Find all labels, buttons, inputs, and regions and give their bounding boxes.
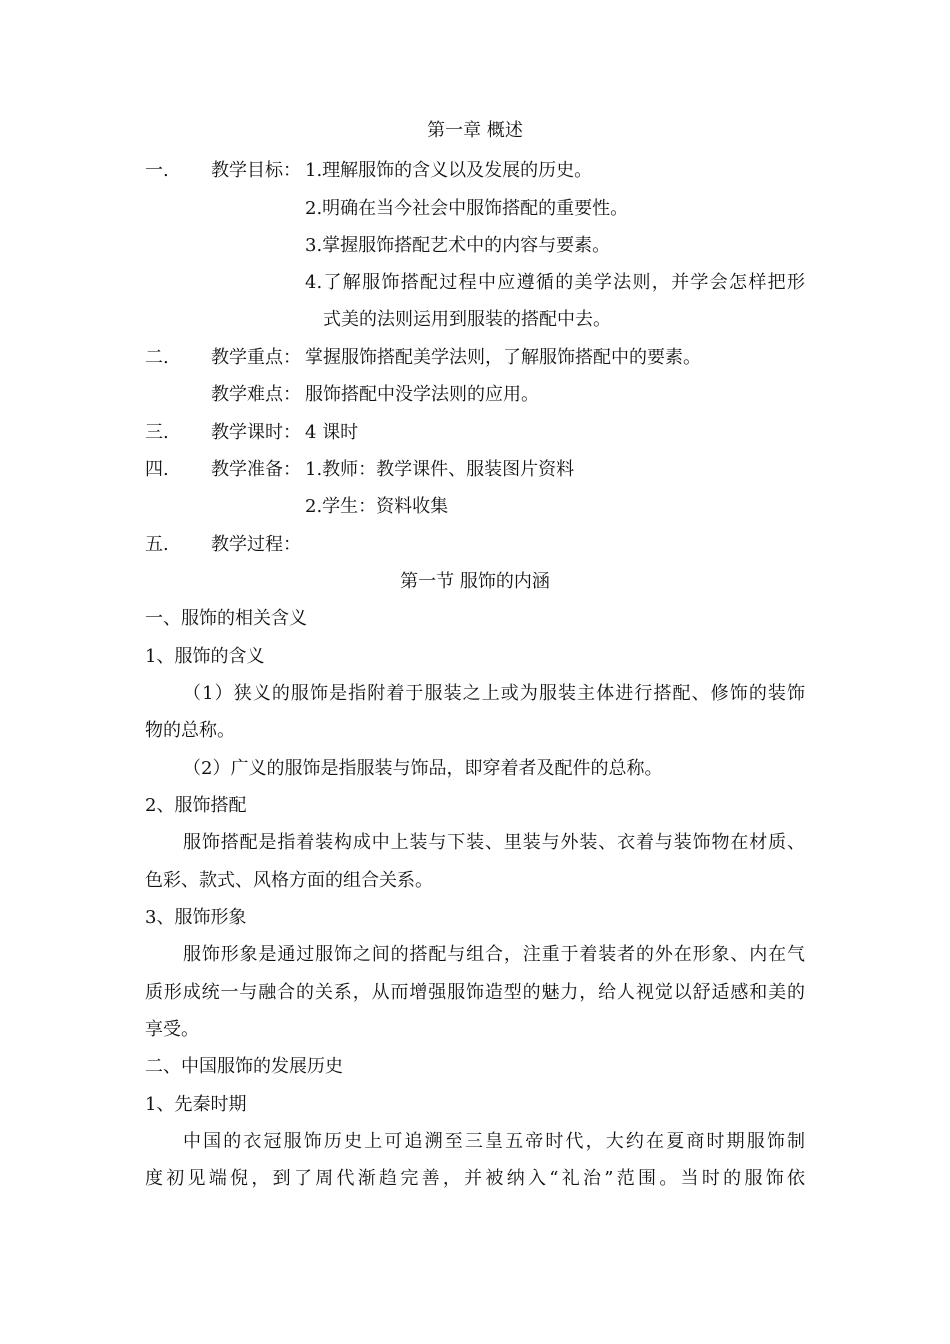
goal-2: 2.明确在当今社会中服饰搭配的重要性。 (305, 198, 629, 219)
process-label: 教学过程： (211, 534, 301, 555)
subsection-2-title: 2、服饰搭配 (145, 795, 247, 816)
subsection-1-title: 1、服饰的含义 (145, 646, 265, 667)
paragraph-line: 物的总称。 (145, 720, 235, 741)
outline-num-1: 一. (145, 160, 169, 181)
paragraph-line: 享受。 (145, 1019, 199, 1040)
section-title: 第一节 服饰的内涵 (400, 571, 550, 592)
goals-label: 教学目标： (211, 160, 301, 181)
difficulty-label: 教学难点： (211, 384, 301, 405)
paragraph-line: 色彩、款式、风格方面的组合关系。 (145, 870, 433, 891)
prep-label: 教学准备： (211, 459, 301, 480)
paragraph-line: （1）狭义的服饰是指附着于服装之上或为服装主体进行搭配、修饰的装饰 (183, 683, 805, 704)
goal-4-cont: 式美的法则运用到服装的搭配中去。 (323, 309, 611, 330)
goal-1: 1.理解服饰的含义以及发展的历史。 (305, 160, 593, 181)
hours-label: 教学课时： (211, 422, 301, 443)
paragraph-line: 度初见端倪，到了周代渐趋完善，并被纳入“礼治”范围。当时的服饰依 (145, 1168, 805, 1189)
prep-2: 2.学生：资料收集 (305, 496, 449, 517)
subsection-3-title: 3、服饰形象 (145, 907, 247, 928)
subsection-4-title: 1、先秦时期 (145, 1094, 247, 1115)
paragraph-line: 质形成统一与融合的关系，从而增强服饰造型的魅力，给人视觉以舒适感和美的 (145, 982, 805, 1003)
paragraph-line: 中国的衣冠服饰历史上可追溯至三皇五帝时代，大约在夏商时期服饰制 (183, 1131, 805, 1152)
outline-num-3: 三. (145, 422, 169, 443)
chapter-title: 第一章 概述 (427, 120, 523, 141)
outline-num-4: 四. (145, 459, 169, 480)
prep-1: 1.教师：教学课件、服装图片资料 (305, 459, 575, 480)
hours-text: 4 课时 (305, 422, 359, 443)
outline-num-5: 五. (145, 534, 169, 555)
outline-num-2: 二. (145, 347, 169, 368)
paragraph-line: 服饰搭配是指着装构成中上装与下装、里装与外装、衣着与装饰物在材质、 (183, 832, 805, 853)
goal-4: 4.了解服饰搭配过程中应遵循的美学法则，并学会怎样把形 (305, 272, 805, 293)
paragraph-line: （2）广义的服饰是指服装与饰品，即穿着者及配件的总称。 (183, 758, 663, 779)
paragraph-line: 服饰形象是通过服饰之间的搭配与组合，注重于着装者的外在形象、内在气 (183, 944, 805, 965)
key-point-label: 教学重点： (211, 347, 301, 368)
heading-2: 二、中国服饰的发展历史 (145, 1056, 343, 1077)
difficulty-text: 服饰搭配中没学法则的应用。 (305, 384, 539, 405)
goal-3: 3.掌握服饰搭配艺术中的内容与要素。 (305, 235, 611, 256)
heading-1: 一、服饰的相关含义 (145, 608, 307, 629)
key-point-text: 掌握服饰搭配美学法则，了解服饰搭配中的要素。 (305, 347, 701, 368)
